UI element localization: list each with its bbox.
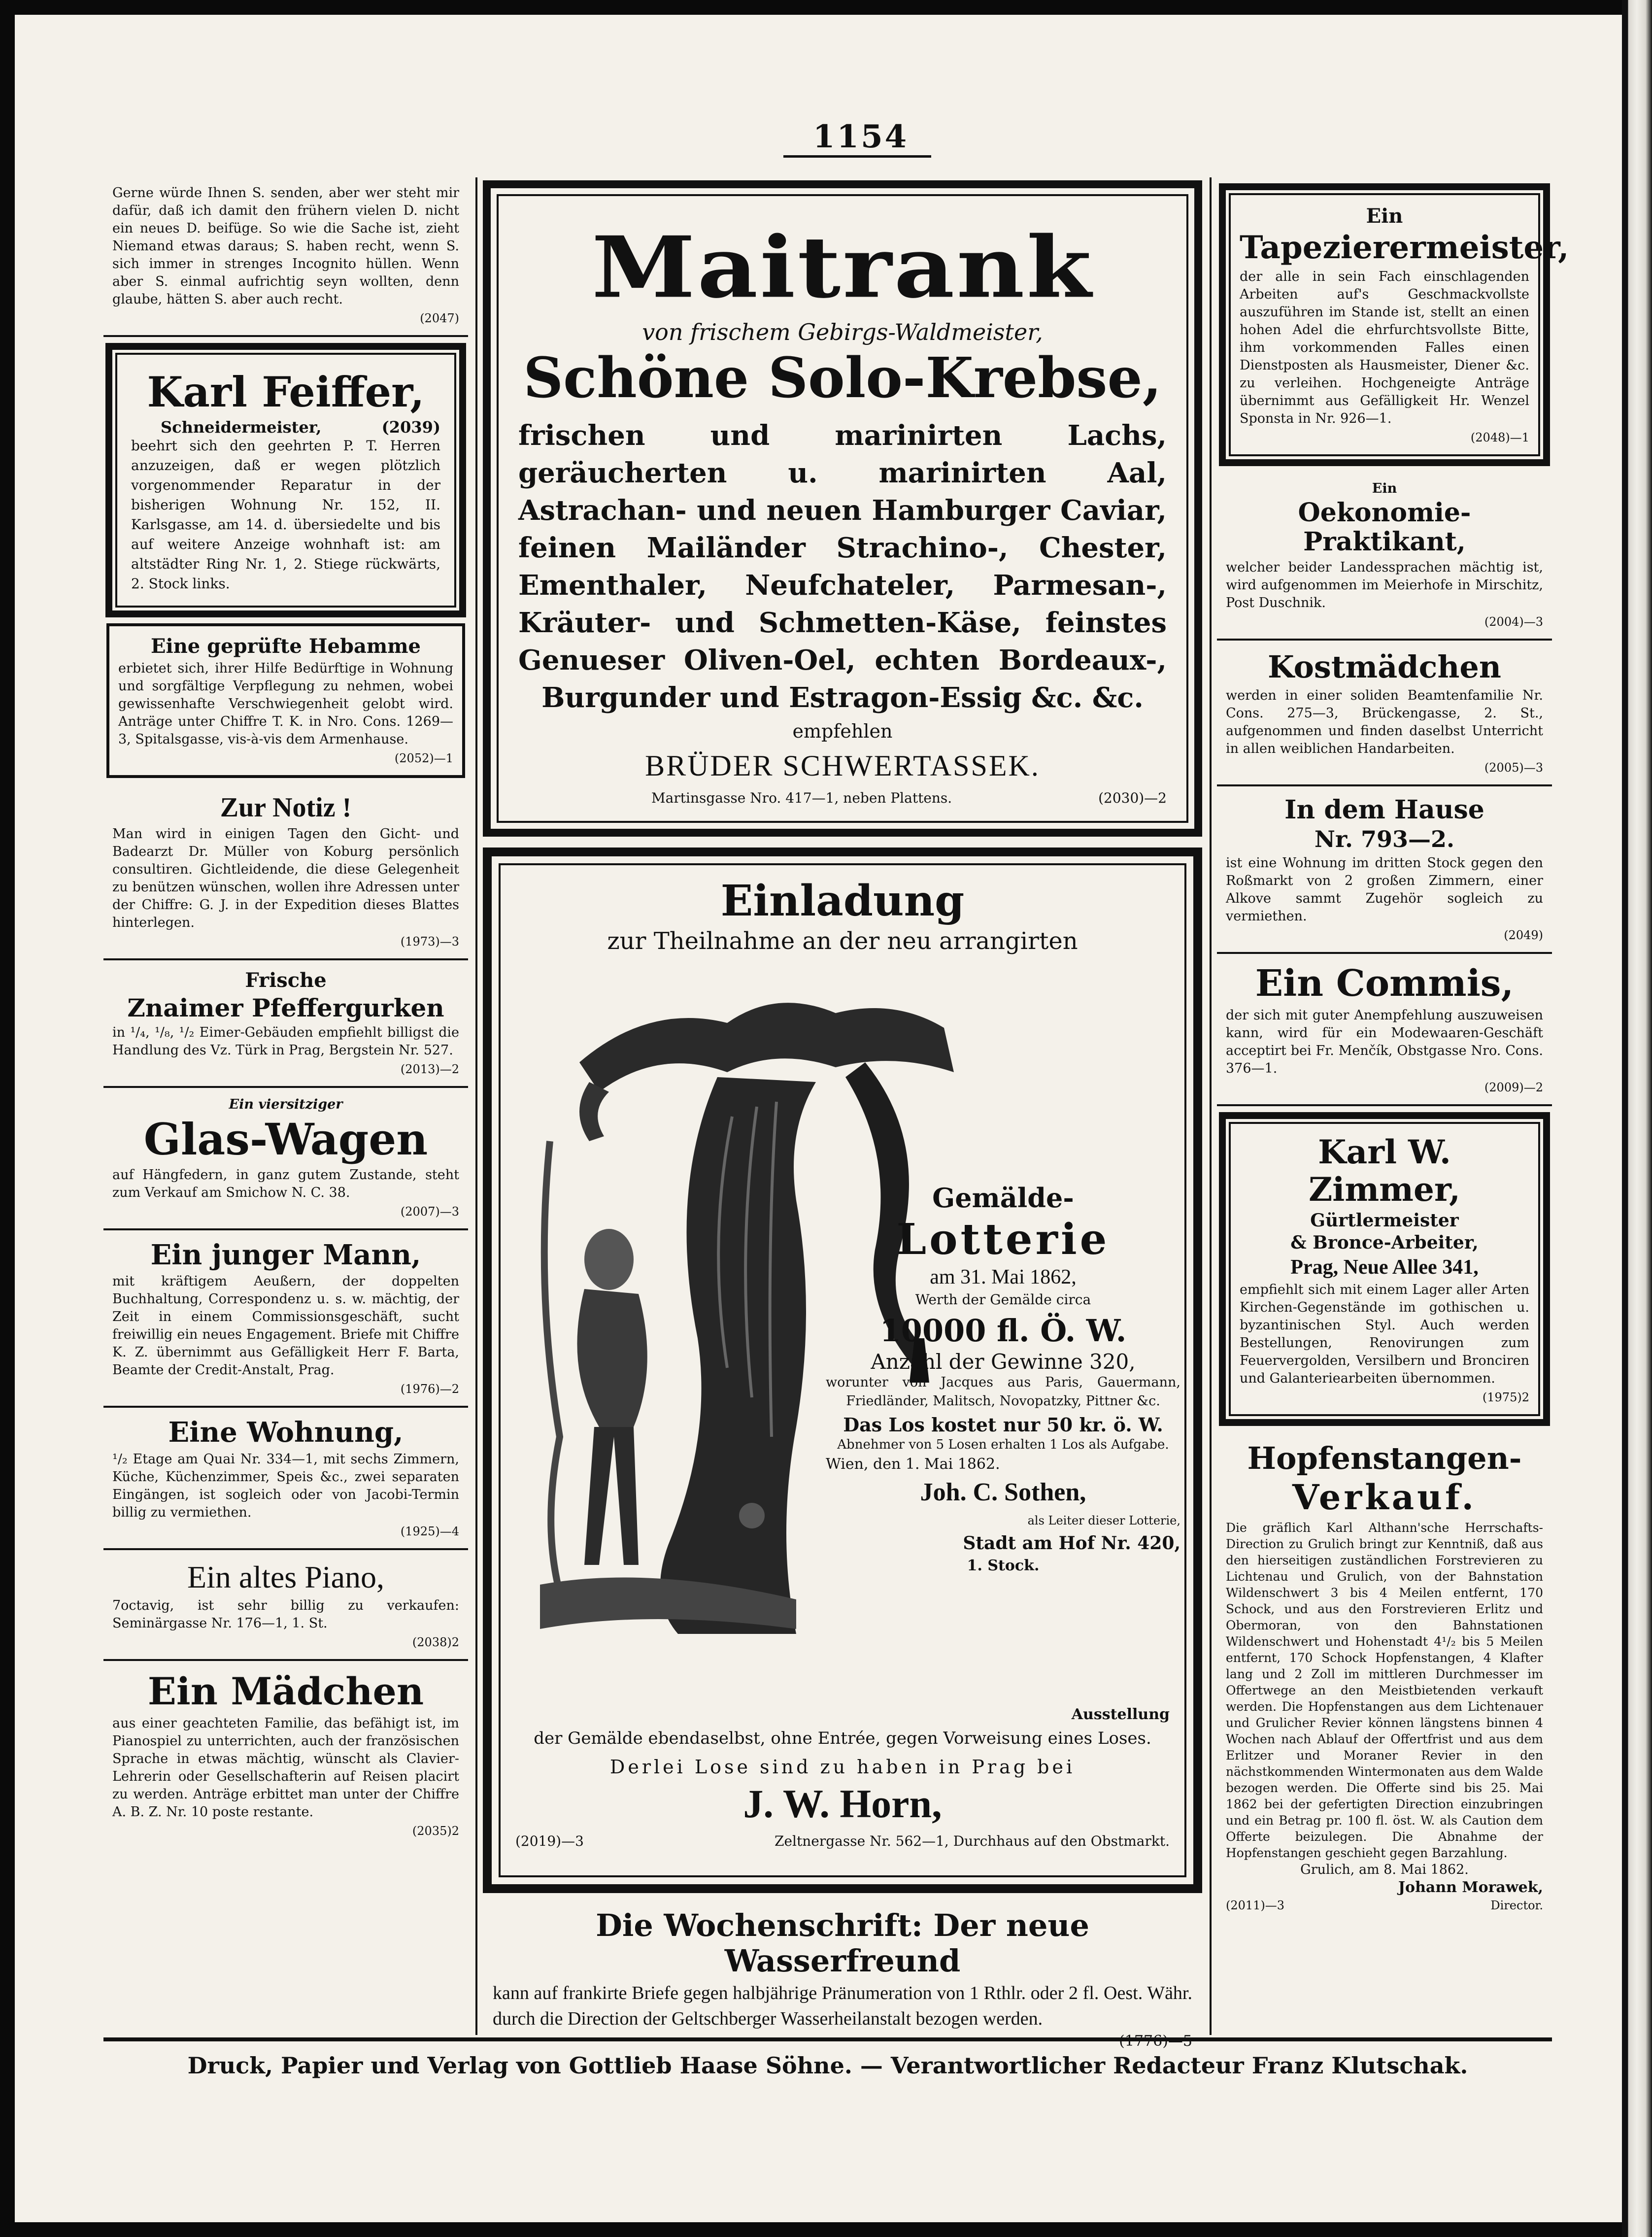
column-rule xyxy=(1210,177,1212,2035)
ad-headline: Maitrank xyxy=(591,218,1094,317)
right-column xyxy=(1217,177,1569,1922)
ad-oekonomie xyxy=(1217,472,1552,641)
ad-lotterie-inner xyxy=(499,863,1186,1877)
ad-gerne xyxy=(103,177,468,337)
ad-text: welcher beider Landessprachen mächtig ist, wird aufgenommen im Meierhofe in Mirschitz, Post Duschnik. xyxy=(1226,560,1543,611)
ad-text: der alle in sein Fach einschlagenden Arbeiten auf's Geschmackvollste auszuführen im Stande ist, stellt an einen hohen Adel die ehrfurchtsvollste Bitte, ihm vorkommenden Falles einen Dienstposten als Hausmeister, Diener &c. zu verleihen. Hochgeneigte Anträge übernimmt aus Gefälligkeit Hr. Wenzel Sponsta in Nr. 926—1. xyxy=(1240,269,1529,426)
lottery-line: als Leiter dieser Lotterie, xyxy=(1027,1513,1180,1527)
ad-text: mit kräftigem Aeußern, der doppelten Buchhaltung, Correspondenz u. s. w. mächtig, der Zeit in einem Commissionsgeschäft, sucht freiwillig ein neues Engagement. Briefe mit Chiffre K. Z. übernimmt aus Gefälligkeit Herr F. Barta, Beamte der Credit-Anstalt, Prag. xyxy=(112,1274,459,1378)
ad-headline: Ein Mädchen xyxy=(147,1669,424,1714)
lottery-line: Stadt am Hof Nr. 420, xyxy=(963,1532,1180,1554)
ad-text: Derlei Lose sind zu haben in Prag bei xyxy=(609,1756,1076,1778)
lottery-line: am 31. Mai 1862, xyxy=(930,1266,1077,1289)
lottery-footer xyxy=(515,1703,1170,1853)
ad-code: (2007)—3 xyxy=(400,1204,459,1219)
ad-headline: Ein xyxy=(1372,480,1397,496)
ad-text: kann auf frankirte Briefe gegen halbjährige Pränumeration von 1 Rthlr. oder 2 fl. Oest. Währ. durch die Direction der Geltschberger Wasserheilanstalt bezogen werden. xyxy=(493,1983,1192,2030)
ad-title: Schneidermeister, xyxy=(161,417,322,437)
ad-code: (2039) xyxy=(381,417,440,437)
ad-headline: Tapezierermeister, xyxy=(1240,229,1569,266)
lottery-details xyxy=(826,1181,1180,1577)
ad-code: (2052)—1 xyxy=(394,751,453,765)
ad-headline: In dem Hause xyxy=(1284,794,1484,825)
column-rule xyxy=(475,177,477,2035)
imprint: Druck, Papier und Verlag von Gottlieb Haase Söhne. — Verantwortlicher Redacteur Franz Klutschak. xyxy=(187,2052,1468,2079)
ad-code: (2004)—3 xyxy=(1484,615,1543,629)
ad-footer xyxy=(515,1830,1170,1853)
ad-headline: Oekonomie-Praktikant, xyxy=(1298,497,1471,557)
ad-text: frischen und marinirten Lachs, geräucherten u. marinirten Aal, Astrachan- und neuen Hamburger Caviar, feinen Mailänder Strachino-, Chester, Ementhaler, Neufchateler, Parmesan-, Kräuter- und Schmetten-Käse, feinstes Genueser Oliven-Oel, echten Bordeaux-, Burgunder und Estragon-Essig &c. &c. xyxy=(518,419,1167,714)
ad-code: (2047) xyxy=(420,311,459,325)
ad-code: (2011)—3 xyxy=(1226,1898,1285,1912)
ad-signature: Johann Morawek, xyxy=(1398,1878,1543,1896)
ad-code: (2048)—1 xyxy=(1470,430,1529,444)
ad-headline: Kostmädchen xyxy=(1268,649,1501,685)
ad-subhead: Ausstellung xyxy=(1071,1706,1170,1724)
ad-glaswagen xyxy=(103,1088,468,1230)
lottery-line: Abnehmer von 5 Losen erhalten 1 Los als Aufgabe. xyxy=(837,1437,1169,1452)
ad-headline: Verkauf. xyxy=(1292,1477,1477,1518)
ad-piano xyxy=(103,1550,468,1661)
ad-text: ist eine Wohnung im dritten Stock gegen den Roßmarkt von 2 großen Zimmern, einer Alkove sammt Zugehör sogleich zu vermiethen. xyxy=(1226,855,1543,924)
ad-headline: Frische xyxy=(245,968,327,992)
ad-tapezierer xyxy=(1219,183,1569,466)
ad-text: empfiehlt sich mit einem Lager aller Arten Kirchen-Gegenstände im gothischen u. byzantinischen Styl. Auch werden Bestellungen, Renovirungen zum Feuervergolden, Versilbern und Bronciren und Galanteriearbeiten übernommen. xyxy=(1240,1282,1529,1387)
lottery-line: Anzahl der Gewinne 320, xyxy=(871,1349,1136,1374)
lottery-line: Lotterie xyxy=(896,1214,1110,1264)
ad-pfeffergurken xyxy=(103,960,468,1088)
page-number-rule xyxy=(783,155,931,158)
ad-feiffer xyxy=(105,343,466,617)
ad-text: Die gräflich Karl Althann'sche Herrschafts-Direction zu Grulich bringt zur Kenntniß, daß aus den hierseitigen zuständlichen Forstrevieren zu Lichtenau und Grulich, von der Bahnstation Wildenschwert 3 bis 4 Meilen entfernt, 170 Schock, und aus den Forstrevieren Erlitz und Obermoran, von den Bahnstationen Wildenschwert und Hohenstadt 4¹/₂ bis 5 Meilen entfernt, 170 Schock Hopfenstangen, 4 Klafter lang und 2 Zoll im mittleren Durchmesser im Offertwege an den Meistbietenden verkauft werden. Die Hopfenstangen aus dem Lichtenauer und Grulicher Revier können längstens binnen 4 Wochen nach Ablauf der Offertfrist und aus dem Erlitzer und Moraner Revier in den nächstkommenden Wintermonaten aus dem Walde bezogen werden. Die Offerte sind bis 25. Mai 1862 bei der gefertigten Direction einzubringen und ein Betrag pr. 100 fl. öst. W. als Caution dem Offerte beizulegen. Die Abnahme der Hopfenstangen geschieht gegen Barzahlung. xyxy=(1226,1520,1543,1860)
ad-headline: Znaimer Pfeffergurken xyxy=(127,993,444,1022)
ad-text: ¹/₂ Etage am Quai Nr. 334—1, mit sechs Zimmern, Küche, Küchenzimmer, Speis &c., zwei separaten Eingängen, ist sogleich oder von Jacobi-Termin billig zu vermiethen. xyxy=(112,1451,459,1520)
lottery-line: Gemälde- xyxy=(932,1182,1074,1214)
lottery-line: 10000 fl. Ö. W. xyxy=(879,1313,1127,1349)
ad-headline: Schöne Solo-Krebse, xyxy=(523,345,1162,410)
ad-headline: Ein junger Mann, xyxy=(150,1238,421,1271)
ad-junger-mann xyxy=(103,1230,468,1408)
ad-wohnung xyxy=(103,1408,468,1550)
ad-code: (1973)—3 xyxy=(400,934,459,949)
ad-text: 7octavig, ist sehr billig zu verkaufen: Seminärgasse Nr. 176—1, 1. St. xyxy=(112,1598,459,1631)
ad-address: Zeltnergasse Nr. 562—1, Durchhaus auf den Obstmarkt. xyxy=(775,1832,1170,1849)
lottery-line: 1. Stock. xyxy=(967,1557,1040,1574)
ad-headline: Nr. 793—2. xyxy=(1314,826,1455,853)
ad-text: der sich mit guter Anempfehlung auszuweisen kann, wird für ein Modewaaren-Geschäft acceptirt bei Fr. Menčík, Obstgasse Nro. Cons. 376—1. xyxy=(1226,1008,1543,1077)
ad-subhead: & Bronce-Arbeiter, xyxy=(1290,1232,1479,1254)
newspaper-page xyxy=(15,15,1622,2222)
ad-headline: Ein Commis, xyxy=(1255,962,1514,1005)
ad-code: (2030)—2 xyxy=(1098,790,1167,807)
middle-column xyxy=(483,177,1202,2063)
ad-role: Director. xyxy=(1490,1898,1543,1912)
ad-notiz xyxy=(103,783,468,960)
lottery-line: Wien, den 1. Mai 1862. xyxy=(826,1455,1000,1473)
ad-headline: Die Wochenschrift: Der neue Wasserfreund xyxy=(596,1907,1089,1979)
ad-subhead: zur Theilnahme an der neu arrangirten xyxy=(607,927,1078,955)
ad-kostmaedchen xyxy=(1217,641,1552,786)
ad-headline: Karl Feiffer, xyxy=(147,368,425,416)
ad-code: (1925)—4 xyxy=(400,1524,459,1538)
ad-headline: Ein altes Piano, xyxy=(187,1559,384,1594)
ad-code: (1975)2 xyxy=(1482,1390,1529,1405)
ad-code: (2035)2 xyxy=(412,1824,459,1838)
ad-address: Martinsgasse Nro. 417—1, neben Plattens. xyxy=(651,790,952,807)
lottery-line: Das Los kostet nur 50 kr. ö. W. xyxy=(843,1413,1163,1436)
page-number: 1154 xyxy=(813,118,909,155)
ad-code xyxy=(493,2033,1192,2050)
ad-subhead: von frischem Gebirgs-Waldmeister, xyxy=(642,319,1043,345)
ad-headline: Hopfenstangen- xyxy=(1247,1440,1522,1477)
ad-text: Gerne würde Ihnen S. senden, aber wer steht mir dafür, daß ich damit den frühern vielen D. nicht ein neues D. beifüge. So wie die Sache ist, zieht Niemand etwas daraus; S. haben recht, wenn S. sich immer in strenges Incognito hüllen. Wenn aber S. einmal aufrichtig seyn wollten, denn glaube, hätten S. aber auch recht. xyxy=(112,185,459,307)
ad-haus xyxy=(1217,786,1552,954)
ad-hebamme xyxy=(106,623,465,778)
ad-footer xyxy=(518,790,1167,806)
ad-headline: Glas-Wagen xyxy=(143,1113,428,1165)
ad-headline: Karl W. Zimmer, xyxy=(1309,1133,1460,1209)
ad-lotterie xyxy=(483,847,1202,1893)
ad-footer xyxy=(1226,1897,1543,1914)
ad-maitrank-inner xyxy=(497,194,1188,823)
lottery-line: Werth der Gemälde circa xyxy=(915,1291,1091,1308)
ad-text: auf Hängfedern, in ganz gutem Zustande, steht zum Verkauf am Smichow N. C. 38. xyxy=(112,1167,459,1200)
ad-text: Man wird in einigen Tagen den Gicht- und Badearzt Dr. Müller von Koburg persönlich consultiren. Gichtleidende, die diese Gelegenheit zu benützen wünschen, wollen ihre Adressen unter der Chiffre: G. J. in der Expedition dieses Blattes hinterlegen. xyxy=(112,826,459,930)
ad-address: Prag, Neue Allee 341, xyxy=(1290,1255,1479,1279)
ad-subhead xyxy=(131,418,440,436)
ad-hopfenstangen xyxy=(1217,1432,1552,1922)
page-edge xyxy=(1622,0,1652,2237)
ad-code: (2013)—2 xyxy=(400,1062,459,1077)
ad-text: erbietet sich, ihrer Hilfe Bedürftige in Wohnung und sorgfältige Verpflegung zu nehmen, wobei gewissenhafte Verschwiegenheit gelobt wird. Anträge unter Chiffre T. K. in Nro. Cons. 1269—3, Spitalsgasse, vis-à-vis dem Armenhause. xyxy=(118,660,453,747)
ad-text: in ¹/₄, ¹/₈, ¹/₂ Eimer-Gebäuden empfiehlt billigst die Handlung des Vz. Türk in Prag, Bergstein Nr. 527. xyxy=(112,1025,459,1058)
left-column xyxy=(103,177,468,1848)
ad-headline: Eine Wohnung, xyxy=(168,1416,404,1449)
ad-commis xyxy=(1217,954,1552,1106)
ad-headline: Eine geprüfte Hebamme xyxy=(151,634,421,658)
ad-headline: Ein viersitziger xyxy=(229,1097,343,1113)
ad-maedchen xyxy=(103,1661,468,1848)
ad-maitrank xyxy=(483,180,1202,837)
ad-zimmer xyxy=(1219,1112,1550,1426)
ad-code: (2049) xyxy=(1504,928,1543,943)
ad-headline: Zur Notiz ! xyxy=(220,792,352,823)
ad-code: (1976)—2 xyxy=(400,1382,459,1396)
ad-code: (2019)—3 xyxy=(515,1832,584,1849)
ad-text: empfehlen xyxy=(792,720,893,743)
ad-text: aus einer geachteten Familie, das befähigt ist, im Pianospiel zu unterrichten, auch der französischen Sprache in etwas mächtig, wünscht als Clavier-Lehrerin oder Gesellschafterin auf Reisen placirt zu werden. Anträge erbittet man unter der Chiffre A. B. Z. Nr. 10 poste restante. xyxy=(112,1716,459,1820)
ad-code: (2038)2 xyxy=(412,1635,459,1650)
lottery-line: Joh. C. Sothen, xyxy=(920,1478,1086,1506)
ad-subhead: Gürtlermeister xyxy=(1310,1210,1459,1231)
ad-firm: BRÜDER SCHWERTASSEK. xyxy=(645,749,1040,782)
lottery-line: worunter von Jacques aus Paris, Gauermann, Friedländer, Malitsch, Novopatzky, Pittner &c. xyxy=(826,1374,1180,1409)
ad-text: beehrt sich den geehrten P. T. Herren anzuzeigen, daß er wegen plötzlich vorgenommender Reparatur in der bisherigen Wohnung Nr. 152, II. Karlsgasse, am 14. d. übersiedelte und bis auf weitere Anzeige wohnhaft ist: am altstädter Ring Nr. 1, 2. Stiege rückwärts, 2. Stock links. xyxy=(131,437,440,592)
ad-code: (2005)—3 xyxy=(1484,760,1543,775)
ad-headline: Ein xyxy=(1366,204,1403,228)
ad-code: (2009)—2 xyxy=(1484,1081,1543,1095)
bottom-rule xyxy=(103,2037,1552,2041)
ad-text: werden in einer soliden Beamtenfamilie Nr. Cons. 275—3, Brückengasse, 2. St., aufgenommen und finden daselbst Unterricht in allen weiblichen Handarbeiten. xyxy=(1226,687,1543,756)
ad-text: der Gemälde ebendaselbst, ohne Entrée, gegen Vorweisung eines Loses. xyxy=(534,1729,1151,1749)
ad-date: Grulich, am 8. Mai 1862. xyxy=(1300,1862,1469,1877)
ad-headline: J. W. Horn, xyxy=(743,1781,942,1827)
ad-headline: Einladung xyxy=(720,876,965,926)
